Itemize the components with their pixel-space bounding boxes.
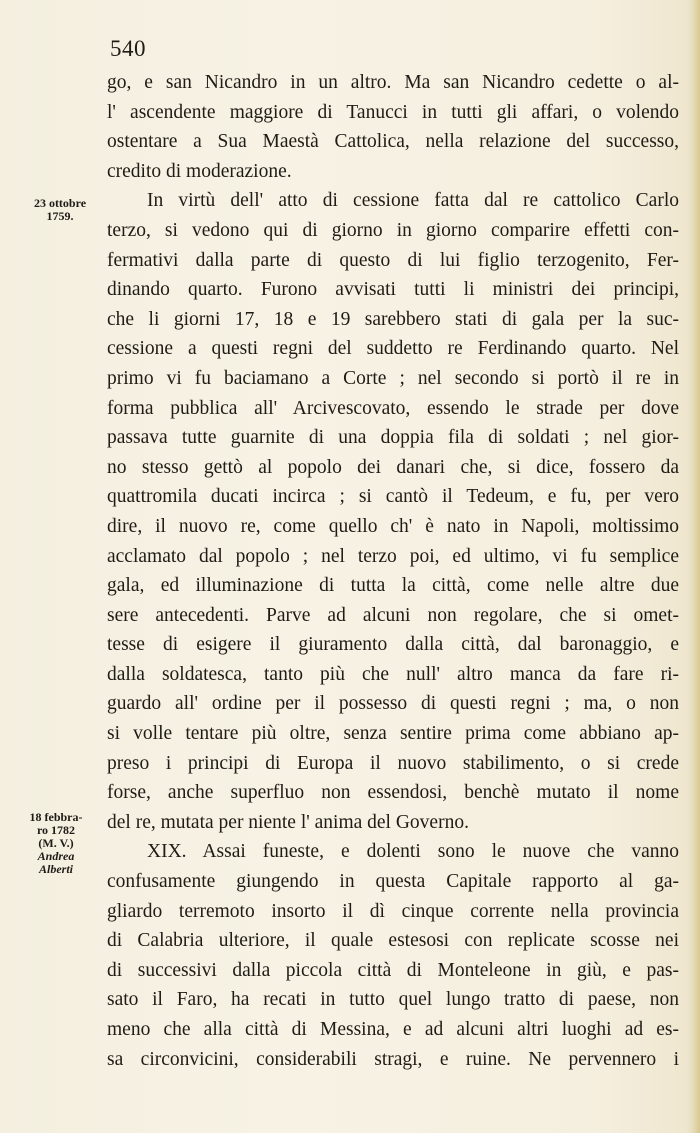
text-line: cessione a questi regni del suddetto re Ferdinando quarto. Nel — [107, 338, 679, 360]
text-line: sere antecedenti. Parve ad alcuni non regolare, che si omet- — [107, 604, 679, 626]
text-line: quattromila ducati incirca ; si cantò il Tedeum, e fu, per vero — [107, 486, 679, 508]
text-line: no stesso gettò al popolo dei danari che, si dice, fossero da — [107, 456, 679, 478]
text-line: primo vi fu baciamano a Corte ; nel secondo si portò il re in — [107, 367, 679, 389]
margin-note-line: (M. V.) — [38, 836, 74, 850]
margin-note-line: 23 ottobre — [33, 196, 87, 210]
text-line: forse, anche superfluo non essendosi, benchè mutato il nome — [107, 782, 679, 804]
text-line: dalla soldatesca, tanto più che null' altro manca da fare ri- — [107, 663, 679, 685]
text-line: del re, mutata per niente l' anima del Governo. — [107, 811, 469, 833]
text-line: dire, il nuovo re, come quello ch' è nato in Napoli, moltissimo — [107, 515, 679, 537]
text-line: preso i principi di Europa il nuovo stabilimento, o si crede — [107, 752, 679, 774]
margin-note-line: 18 febbra- — [29, 810, 83, 824]
text-line: di Calabria ulteriore, il quale estesosi con replicate scosse nei — [107, 930, 679, 952]
text-line: si volle tentare più oltre, senza sentire prima come abbiano ap- — [107, 723, 679, 745]
page-number: 540 — [110, 36, 146, 61]
margin-note-line: ro 1782 — [36, 823, 76, 837]
body-text — [107, 68, 679, 1074]
margin-note-line: Andrea — [37, 849, 75, 863]
text-line: confusamente giungendo in questa Capitale rapporto al ga- — [107, 871, 679, 893]
text-line: dinando quarto. Furono avvisati tutti li ministri dei principi, — [107, 279, 679, 301]
text-line: fermativi dalla parte di questo di lui figlio terzogenito, Fer- — [107, 249, 679, 271]
text-line: terzo, si vedono qui di giorno in giorno comparire effetti con- — [107, 219, 679, 241]
margin-note-line: Alberti — [38, 862, 73, 876]
text-line: l' ascendente maggiore di Tanucci in tutti gli affari, o volendo — [107, 101, 679, 123]
margin-note-date-1759 — [18, 197, 102, 223]
text-line: gliardo terremoto insorto il dì cinque corrente nella provincia — [107, 900, 679, 922]
text-line: credito di moderazione. — [107, 160, 292, 182]
margin-note-line: 1759. — [46, 209, 74, 223]
page-edge — [686, 0, 700, 1133]
text-line: forma pubblica all' Arcivescovato, essendo le strade per dove — [107, 397, 679, 419]
text-line: In virtù dell' atto di cessione fatta dal re cattolico Carlo — [147, 190, 679, 212]
text-line: meno che alla città di Messina, e ad alcuni altri luoghi ad es- — [107, 1019, 679, 1040]
text-line: guardo all' ordine per il possesso di questi regni ; ma, o non — [107, 693, 679, 715]
text-line: passava tutte guarnite di una doppia fila di soldati ; nel gior- — [107, 427, 679, 449]
text-line: go, e san Nicandro in un altro. Ma san Nicandro cedette o al- — [107, 72, 679, 93]
text-line: sa circonvicini, considerabili stragi, e ruine. Ne pervennero i — [107, 1048, 679, 1070]
margin-note-date-1782 — [16, 811, 96, 876]
text-line: ostentare a Sua Maestà Cattolica, nella relazione del successo, — [107, 131, 679, 153]
text-line: di successivi dalla piccola città di Monteleone in giù, e pas- — [107, 959, 679, 981]
text-line: che li giorni 17, 18 e 19 sarebbero stati di gala per la suc- — [107, 308, 679, 330]
text-line: sato il Faro, ha recati in tutto quel lungo tratto di paese, non — [107, 989, 679, 1011]
text-line: tesse di esigere il giuramento dalla città, dal baronaggio, e — [107, 634, 679, 656]
text-line: XIX. Assai funeste, e dolenti sono le nuove che vanno — [147, 841, 679, 863]
text-line: gala, ed illuminazione di tutta la città, come nelle altre due — [107, 575, 679, 597]
text-line: acclamato dal popolo ; nel terzo poi, ed ultimo, vi fu semplice — [107, 545, 679, 567]
